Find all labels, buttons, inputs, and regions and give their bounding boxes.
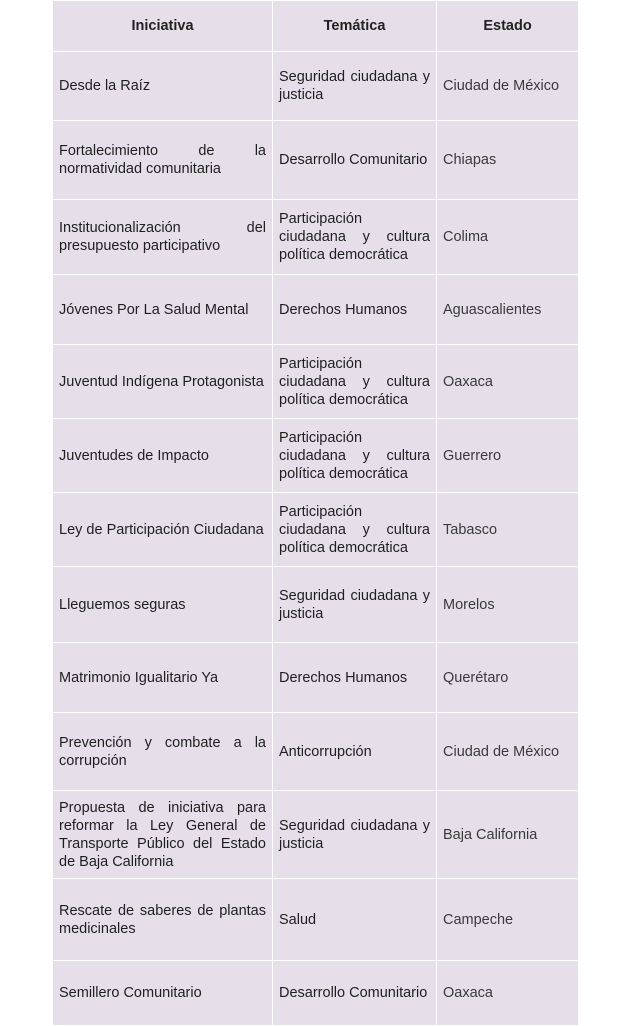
cell-iniciativa: Rescate de saberes de plantas medicinales [53, 879, 273, 961]
cell-iniciativa: Juventud Indígena Protagonista [53, 345, 273, 419]
cell-iniciativa: Desde la Raíz [53, 52, 273, 121]
header-row [53, 1, 579, 52]
cell-estado: Chiapas [437, 121, 579, 200]
cell-tematica: Anticorrupción [273, 713, 437, 791]
cell-tematica: Participación ciudadana y cultura política democrática [273, 419, 437, 493]
header-iniciativa: Iniciativa [53, 1, 273, 52]
table-row [53, 879, 579, 961]
cell-estado: Ciudad de México [437, 713, 579, 791]
table-body [53, 52, 579, 1026]
table-row [53, 567, 579, 643]
header-tematica: Temática [273, 1, 437, 52]
cell-estado: Aguascalientes [437, 275, 579, 345]
table-row [53, 200, 579, 275]
table-row [53, 345, 579, 419]
table-row [53, 493, 579, 567]
cell-estado: Campeche [437, 879, 579, 961]
table-row [53, 791, 579, 879]
cell-estado: Baja California [437, 791, 579, 879]
cell-tematica: Desarrollo Comunitario [273, 961, 437, 1026]
cell-iniciativa: Propuesta de iniciativa para reformar la Ley General de Transporte Público del Estado de Baja California [53, 791, 273, 879]
cell-iniciativa: Jóvenes Por La Salud Mental [53, 275, 273, 345]
cell-iniciativa: Fortalecimiento de la normatividad comunitaria [53, 121, 273, 200]
cell-tematica: Seguridad ciudadana y justicia [273, 567, 437, 643]
cell-iniciativa: Matrimonio Igualitario Ya [53, 643, 273, 713]
cell-estado: Colima [437, 200, 579, 275]
table-row [53, 121, 579, 200]
cell-tematica: Seguridad ciudadana y justicia [273, 791, 437, 879]
table-row [53, 52, 579, 121]
table-row [53, 961, 579, 1026]
initiatives-table [52, 0, 579, 1026]
cell-tematica: Derechos Humanos [273, 643, 437, 713]
table-row [53, 275, 579, 345]
cell-iniciativa: Lleguemos seguras [53, 567, 273, 643]
cell-estado: Querétaro [437, 643, 579, 713]
table-row [53, 713, 579, 791]
cell-iniciativa: Institucionalización del presupuesto participativo [53, 200, 273, 275]
table-row [53, 419, 579, 493]
cell-tematica: Participación ciudadana y cultura política democrática [273, 493, 437, 567]
cell-iniciativa: Semillero Comunitario [53, 961, 273, 1026]
cell-iniciativa: Ley de Participación Ciudadana [53, 493, 273, 567]
cell-tematica: Derechos Humanos [273, 275, 437, 345]
table-header [53, 1, 579, 52]
cell-tematica: Salud [273, 879, 437, 961]
cell-tematica: Desarrollo Comunitario [273, 121, 437, 200]
cell-tematica: Participación ciudadana y cultura política democrática [273, 200, 437, 275]
cell-estado: Oaxaca [437, 345, 579, 419]
cell-iniciativa: Prevención y combate a la corrupción [53, 713, 273, 791]
cell-tematica: Participación ciudadana y cultura política democrática [273, 345, 437, 419]
cell-tematica: Seguridad ciudadana y justicia [273, 52, 437, 121]
cell-iniciativa: Juventudes de Impacto [53, 419, 273, 493]
cell-estado: Ciudad de México [437, 52, 579, 121]
cell-estado: Morelos [437, 567, 579, 643]
cell-estado: Guerrero [437, 419, 579, 493]
cell-estado: Oaxaca [437, 961, 579, 1026]
header-estado: Estado [437, 1, 579, 52]
cell-estado: Tabasco [437, 493, 579, 567]
table-row [53, 643, 579, 713]
